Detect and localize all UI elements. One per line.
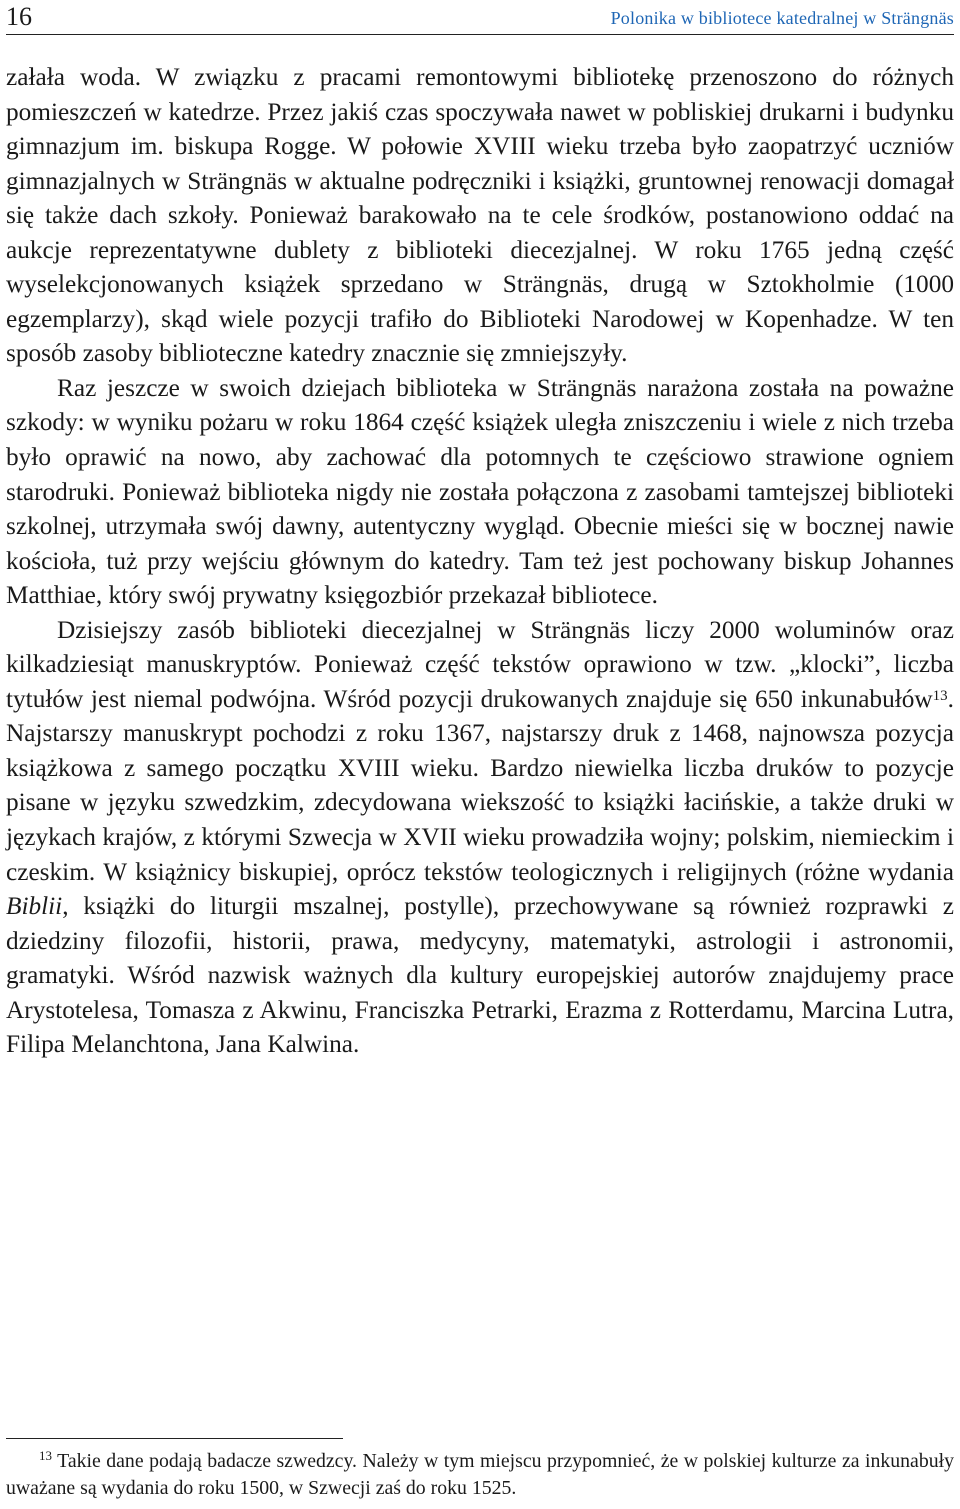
paragraph-3	[6, 613, 954, 1062]
italic-title-biblii: Biblii	[6, 892, 63, 921]
running-title: Polonika w bibliotece katedralnej w Strängnäs	[610, 8, 954, 28]
footnote-text: Takie dane podają badacze szwedzcy. Należy w tym miejscu przypomnieć, że w polskiej kulturze za inkunabuły uważane są wydania do roku 1500, w Szwecji zaś do roku 1525.	[6, 1450, 954, 1499]
footnote-reference: 13	[932, 688, 948, 705]
paragraph-3-text-b: . Najstarszy manuskrypt pochodzi z roku 1367, najstarszy druk z 1468, najnowsza pozycja książkowa z samego początku XVIII wieku. Bardzo niewielka liczba druków to pozycje pisane w języku szwedzkim, zdecydowana wiekszość to książki łacińskie, a także druki w językach krajów, z którymi Szwecja w XVII wieku prowadziła wojny; polskim, niemieckim i czeskim. W książnicy biskupiej, oprócz tekstów teologicznych i religijnych (różne wydania	[6, 684, 954, 886]
header-rule	[6, 34, 954, 35]
paragraph-1-text: załała woda. W związku z pracami remontowymi bibliotekę przenoszono do różnych pomieszczeń w katedrze. Przez jakiś czas spoczywała nawet w pobliskiej drukarni i budynku gimnazjum im. biskupa Rogge. W połowie XVIII wieku trzeba było zaopatrzyć uczniów gimnazjalnych w Strängnäs w aktualne podręczniki i książki, gruntownej renowacji domagał się także dach szkoły. Ponieważ barakowało na te cele środków, postanowiono oddać na aukcje reprezentatywne dublety z biblioteki diecezjalnej. W roku 1765 jedną część wyselekcjonowanych książek sprzedano w Strängnäs, drugą w Sztokholmie (1000 egzemplarzy), skąd wiele pozycji trafiło do Biblioteki Narodowej w Kopenhadze. W ten sposób zasoby biblioteczne katedry znacznie się zmniejszyły.	[6, 63, 954, 368]
paragraph-3-text-c: , książki do liturgii mszalnej, postylle), przechowywane są również rozprawki z dziedziny filozofii, historii, prawa, medycyny, matematyki, astrologii i astronomii, gramatyki. Wśród nazwisk ważnych dla kultury europejskiej autorów znajdujemy prace Arystotelesa, Tomasza z Akwinu, Franciszka Petrarki, Erazma z Rotterdamu, Marcina Lutra, Filipa Melanchtona, Jana Kalwina.	[6, 892, 954, 1059]
paragraph-3-text-a: Dzisiejszy zasób biblioteki diecezjalnej w Strängnäs liczy 2000 woluminów oraz kilkadziesiąt manuskryptów. Ponieważ część tekstów oprawiono w tzw. „klocki”, liczba tytułów jest niemal podwójna. Wśród pozycji drukowanych znajduje się 650 inkunabułów	[6, 615, 954, 713]
footnote-number: 13	[39, 1447, 52, 1463]
page-header	[6, 0, 954, 34]
footnote-paragraph	[6, 1448, 954, 1502]
paragraph-2-text: Raz jeszcze w swoich dziejach biblioteka w Strängnäs narażona została na poważne szkody: w wyniku pożaru w roku 1864 część książek uległa zniszczeniu i wiele z nich trzeba było oprawić na nowo, aby zachować dla potomnych te częściowo strawione ogniem starodruki. Ponieważ biblioteka nigdy nie została połączona z zasobami tamtejszej biblioteki szkolnej, utrzymała swój dawny, autentyczny wygląd. Obecnie mieści się w bocznej nawie kościoła, tuż przy wejściu głównym do katedry. Tam też jest pochowany biskup Johannes Matthiae, który swój prywatny księgozbiór przekazał bibliotece.	[6, 373, 954, 610]
paragraph-2	[6, 371, 954, 613]
main-text	[6, 60, 954, 1062]
footnote	[6, 1448, 954, 1502]
page-number: 16	[6, 2, 32, 31]
footnote-rule	[6, 1438, 343, 1439]
paragraph-1	[6, 60, 954, 371]
